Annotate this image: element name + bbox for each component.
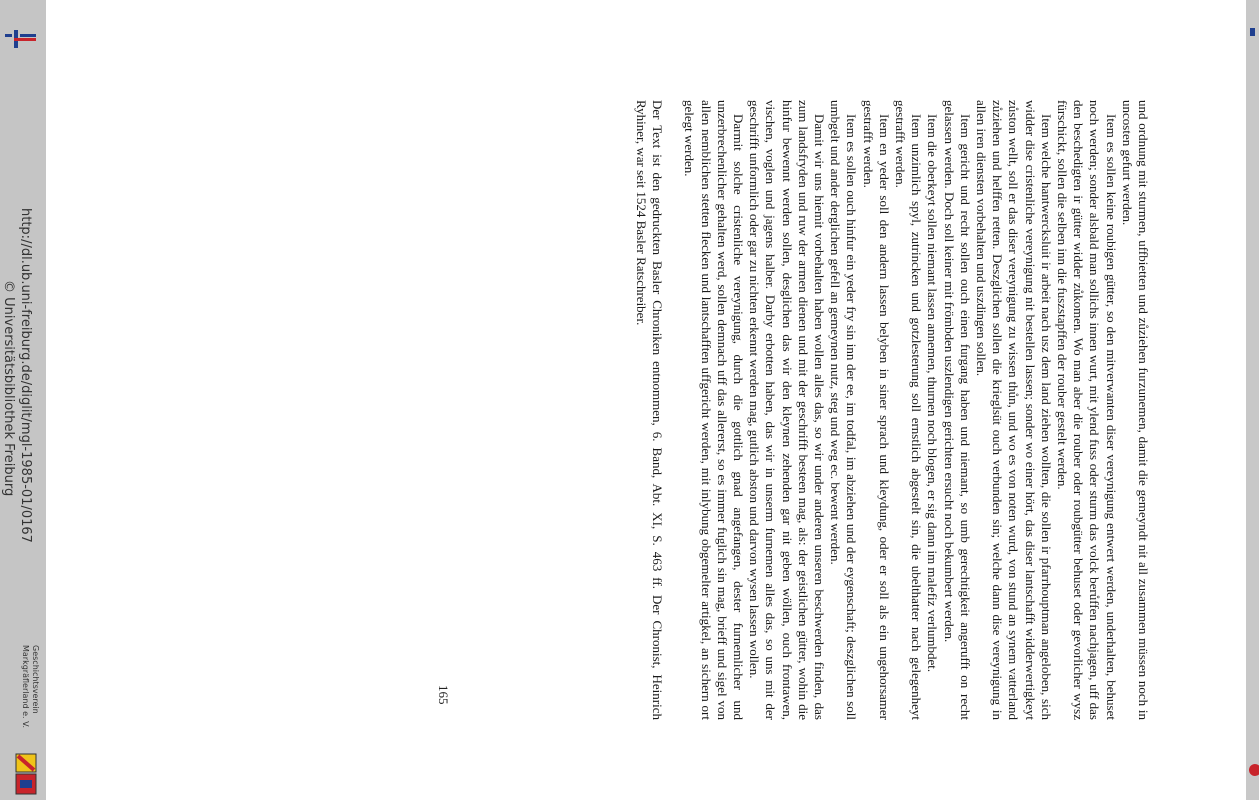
footer <box>0 0 46 800</box>
document-page <box>46 0 1246 800</box>
body-text <box>633 100 1152 720</box>
paragraph: Darmit solche cristenliche vereynigung, durch die gottlich gnad angefangen, dester furnemlicher und unzerbrechenlicher gehalten werd, sollen demnach uff das allererst, so es immer fuglich sin mag, brieff und sigel von allen nemblichen stetten flecken und lantschafften uffgericht werden, mit inlybung obgemelter artigkel, an sichern ort gelegt werden. <box>682 100 746 720</box>
publisher-label <box>20 645 40 728</box>
paragraph: Item es sollen ouch hinfur ein yeder fry sin inn der ee, im todfal, im abziehen und der eygenschaft; deszglichen soll umbgelt und ander derglichen gefell an gemeynen nutz, steg und weg ec. bewent werden. <box>828 100 860 720</box>
rotated-page-content <box>431 100 1151 720</box>
publisher-line-1: Geschichtsverein <box>31 645 40 714</box>
right-margin-strip <box>1246 0 1259 800</box>
paragraph: Item unzimlich spyl, zutrincken und gotzlesterung soll ernstlich abgestelt sin, die ubelthatter nach gelegenheyt gestrafft werden. <box>892 100 925 720</box>
permalink-url[interactable]: http://dl.ub.uni-freiburg.de/diglit/mgl-1985-01/0167 <box>18 208 33 543</box>
paragraph: Der Text ist den gedruckten Basler Chroniken entnommen, 6. Band, Abt. XI, S. 463 ff. Der Chronist, Heinrich Ryhiner, war seit 1524 Basler Ratschreiber. <box>633 100 665 720</box>
left-margin-strip <box>0 0 46 800</box>
paragraph: Item gericht und recht sollen ouch einen furgang haben und niemant, so umb gerechtigkeit angerufft on recht gelassen werden. Doch soll keiner mit frömbden uszlendigen gerichten ersucht noch bekumbert werden. <box>941 100 973 720</box>
paragraph: Damit wir uns hiemit vorbehalten haben wollen alles das, so wir under anderen unseren beschwerden finden, das zum landsfryden und ruw der armen dienen und mit der geschrifft besteen mag, als: der geistlichen gütter, wohin die hinfur bewennt werden sollen, desglichen das wir den kleynen zehenden gar nit geben wöllen, ouch frontawen, vischen, voglen und jagens halber. Darby erbotten haben, das wir in unserm furnemen alles das, so uns mit der geschrifft unformlich oder gar zu nichten erkennt werden mag, gutlich abston und darvon wysen lassen wollen. <box>747 100 827 720</box>
paragraph: Item die oberkeyt sollen niemant lassen annemen, thurnen noch blogen, er sig dann im malefiz verlumbdet. <box>925 114 941 673</box>
paragraph <box>665 100 681 720</box>
publisher-line-2: Markgräflerland e. V. <box>21 645 30 729</box>
paragraph: Item en yeder soll den andern lassen belyben in siner sprach und kleydung, oder er soll als ein ungehorsamer gestrafft werden. <box>860 100 892 720</box>
copyright-text: © Universitätsbibliothek Freiburg <box>1 280 16 497</box>
paragraph: Item welche hantwercksluit ir arbeit nach usz dem land ziehen wollten, die sollen ir pfarrhouptman angeloben, sich widder dise cristenliche vereynigung nit bestellen lassen; sonder wo einer hört, das diser lantschafft widderwertigkeyt zůston wellt, soll er das diser vereynigung zu wissen thůn, und wo es von noten wurd, von stund an synem vatterland zůziehen und helffen retten. Deszglichen sollen die krieglsüt ouch verbunden sin; welche dann dise vereynigung in allen iren diensten vorbehalten und uszdingen sollen. <box>973 100 1054 720</box>
paragraph: Item es sollen keine roubigen gütter, so den mitverwanten diser vereynigung entwert werden, underhalten, behuset noch werden; sonder alsbald man sollichs innen wurt, mit ylend fuss oder sturm das volck berůffen nachjagen, uff das den beschedigten ir gütter widder zůkomen. Wo man aber die rouber oder roubgütter behuset oder gevorlicher wysz fürschickt, sollen die selben inn die fuszstapffen der rouber gestelt werden. <box>1054 100 1119 720</box>
page-number: 165 <box>436 685 451 705</box>
paragraph: und ordnung mit sturmen, uffbietten und zůziehen furzunemen, damit die gemeyndt nit all zusammen müssen noch in uncosten gefurt werden. <box>1119 100 1151 720</box>
